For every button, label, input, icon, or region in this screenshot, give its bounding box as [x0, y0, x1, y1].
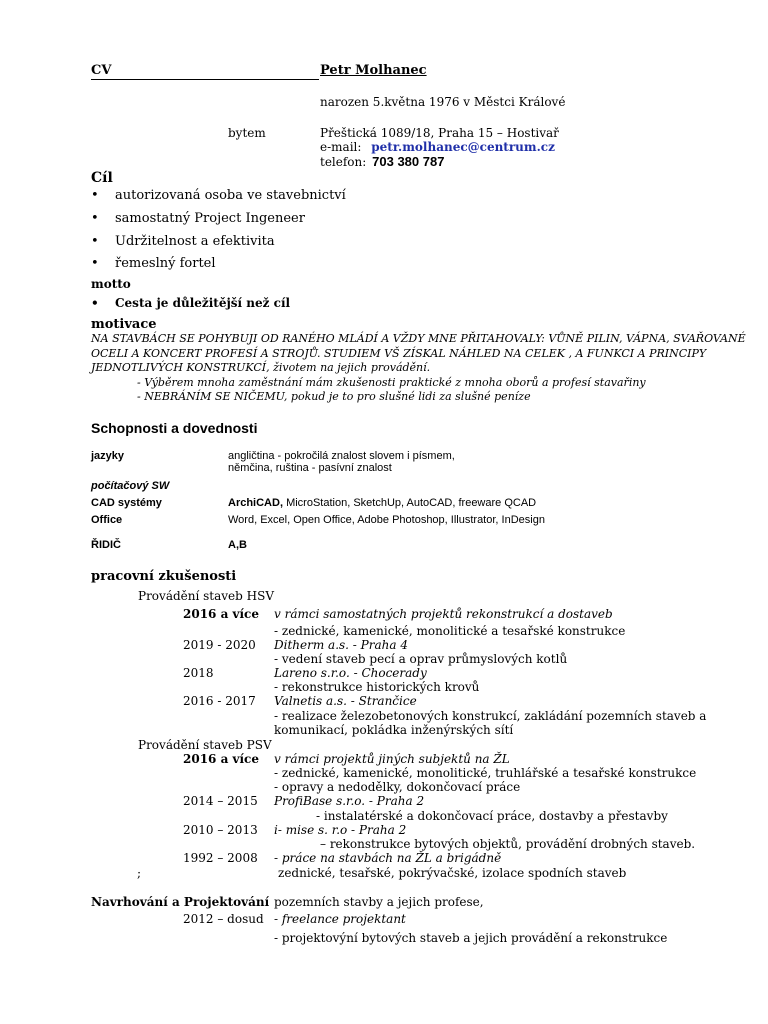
description: - opravy a nedodělky, dokončovací práce [274, 780, 521, 794]
birth-info: narozen 5.května 1976 v Městci Králové [320, 95, 566, 109]
phone-label: telefon: [320, 155, 367, 169]
design-heading: Navrhování a Projektování [91, 895, 270, 909]
driver-label: ŘIDIČ [91, 539, 121, 551]
phone-number: 703 380 787 [372, 154, 445, 169]
description: - projektovýní bytových staveb a jejich provádění a rekonstrukce [274, 931, 668, 945]
design-subtitle: pozemních stavby a jejich profese, [274, 895, 484, 909]
psv-title: Provádění staveb PSV [138, 738, 272, 752]
company: v rámci samostatných projektů rekonstrukcí a dostaveb [274, 607, 613, 621]
address-label: bytem [228, 126, 266, 140]
motto-heading: motto [91, 277, 131, 291]
goal-item: • samostatný Project Ingeneer [115, 212, 305, 227]
cad-value-bold: ArchiCAD, [228, 497, 284, 509]
motivation-line: OCELI A KONCERT PROFESÍ A STROJŮ. STUDIEM VŠ ZÍSKAL NÁHLED NA CELEK , A FUNKCI A PRINCIPY [91, 347, 707, 360]
company: v rámci projektů jiných subjektů na ŽL [274, 752, 510, 766]
period: 2018 [183, 666, 214, 680]
phone-row [320, 155, 444, 170]
address: Přeštická 1089/18, Praha 15 – Hostivař [320, 126, 559, 140]
description: - realizace železobetonových konstrukcí, zakládání pozemních staveb a [274, 709, 707, 723]
period: 2016 a více [183, 752, 260, 766]
name-heading: Petr Molhanec [320, 63, 427, 78]
software-label: počítačový SW [91, 480, 170, 492]
period: 2012 – dosud [183, 912, 264, 926]
stray-semicolon: ; [137, 866, 142, 880]
cad-label: CAD systémy [91, 497, 162, 509]
company: ProfiBase s.r.o. - Praha 2 [274, 794, 425, 808]
description: - instalatérské a dokončovací práce, dostavby a přestavby [316, 809, 668, 823]
driver-value: A,B [228, 539, 247, 551]
description: zednické, tesařské, pokrývačské, izolace spodních staveb [278, 866, 627, 880]
period: 2016 - 2017 [183, 694, 256, 708]
description: - rekonstrukce historických krovů [274, 680, 480, 694]
description: - zednické, kamenické, monolitické a tesařské konstrukce [274, 624, 626, 638]
company: Valnetis a.s. - Strančice [274, 694, 417, 708]
company: Lareno s.r.o. - Chocerady [274, 666, 427, 680]
cv-label: CV [91, 63, 112, 78]
hsv-title: Provádění staveb HSV [138, 589, 274, 603]
skills-heading: Schopnosti a dovednosti [91, 420, 258, 436]
office-label: Office [91, 514, 123, 526]
company: - práce na stavbách na ŽL a brigádně [274, 851, 502, 865]
motivation-note: - NEBRÁNÍM SE NIČEMU, pokud je to pro slušné lidi za slušné peníze [137, 390, 531, 403]
description: – rekonstrukce bytových objektů, provádění drobných staveb. [320, 837, 696, 851]
period: 1992 – 2008 [183, 851, 258, 865]
motivation-note: - Výběrem mnoha zaměstnání mám zkušenosti praktické z mnoha oborů a profesí stavařiny [137, 376, 646, 389]
period: 2014 – 2015 [183, 794, 258, 808]
goal-heading: Cíl [91, 170, 113, 186]
motivation-line: JEDNOTLIVÝCH KONSTRUKCÍ, životem na jejich provádění. [91, 361, 431, 374]
cad-value [228, 497, 536, 510]
company: - freelance projektant [274, 912, 406, 926]
hsv-heading [138, 590, 274, 604]
email-link[interactable]: petr.molhanec@centrum.cz [371, 140, 555, 154]
goal-item: • autorizovaná osoba ve stavebnictví [115, 189, 346, 204]
company: i- mise s. r.o - Praha 2 [274, 823, 407, 837]
psv-heading [138, 739, 272, 753]
description: - vedení staveb pecí a oprav průmyslových kotlů [274, 652, 568, 666]
period: 2010 – 2013 [183, 823, 258, 837]
languages-value: němčina, ruština - pasívní znalost [228, 462, 392, 474]
office-value: Word, Excel, Open Office, Adobe Photoshop, Illustrator, InDesign [228, 514, 545, 526]
cv-underline [91, 79, 319, 80]
languages-label: jazyky [91, 450, 125, 462]
description: - zednické, kamenické, monolitické, truhlářské a tesařské konstrukce [274, 766, 697, 780]
motivation-line: NA STAVBÁCH SE POHYBUJI OD RANÉHO MLÁDÍ A VŽDY MNE PŘITAHOVALY: VŮNĚ PILIN, VÁPNA, SVAŘOVANÉ [91, 332, 746, 345]
email-row [320, 141, 555, 155]
goal-item: • řemeslný fortel [115, 257, 216, 272]
cad-value-rest: MicroStation, SketchUp, AutoCAD, freeware QCAD [283, 497, 537, 509]
motivation-heading: motivace [91, 317, 157, 332]
motto-item: • Cesta je důležitější než cíl [115, 297, 290, 311]
company: Ditherm a.s. - Praha 4 [274, 638, 408, 652]
languages-value: angličtina - pokročilá znalost slovem i písmem, [228, 450, 455, 462]
description: komunikací, pokládka inženýrských sítí [274, 723, 514, 737]
email-label: e-mail: [320, 140, 362, 154]
period: 2019 - 2020 [183, 638, 256, 652]
period: 2016 a více [183, 607, 260, 621]
work-heading: pracovní zkušenosti [91, 569, 237, 584]
goal-item: • Udržitelnost a efektivita [115, 235, 275, 250]
